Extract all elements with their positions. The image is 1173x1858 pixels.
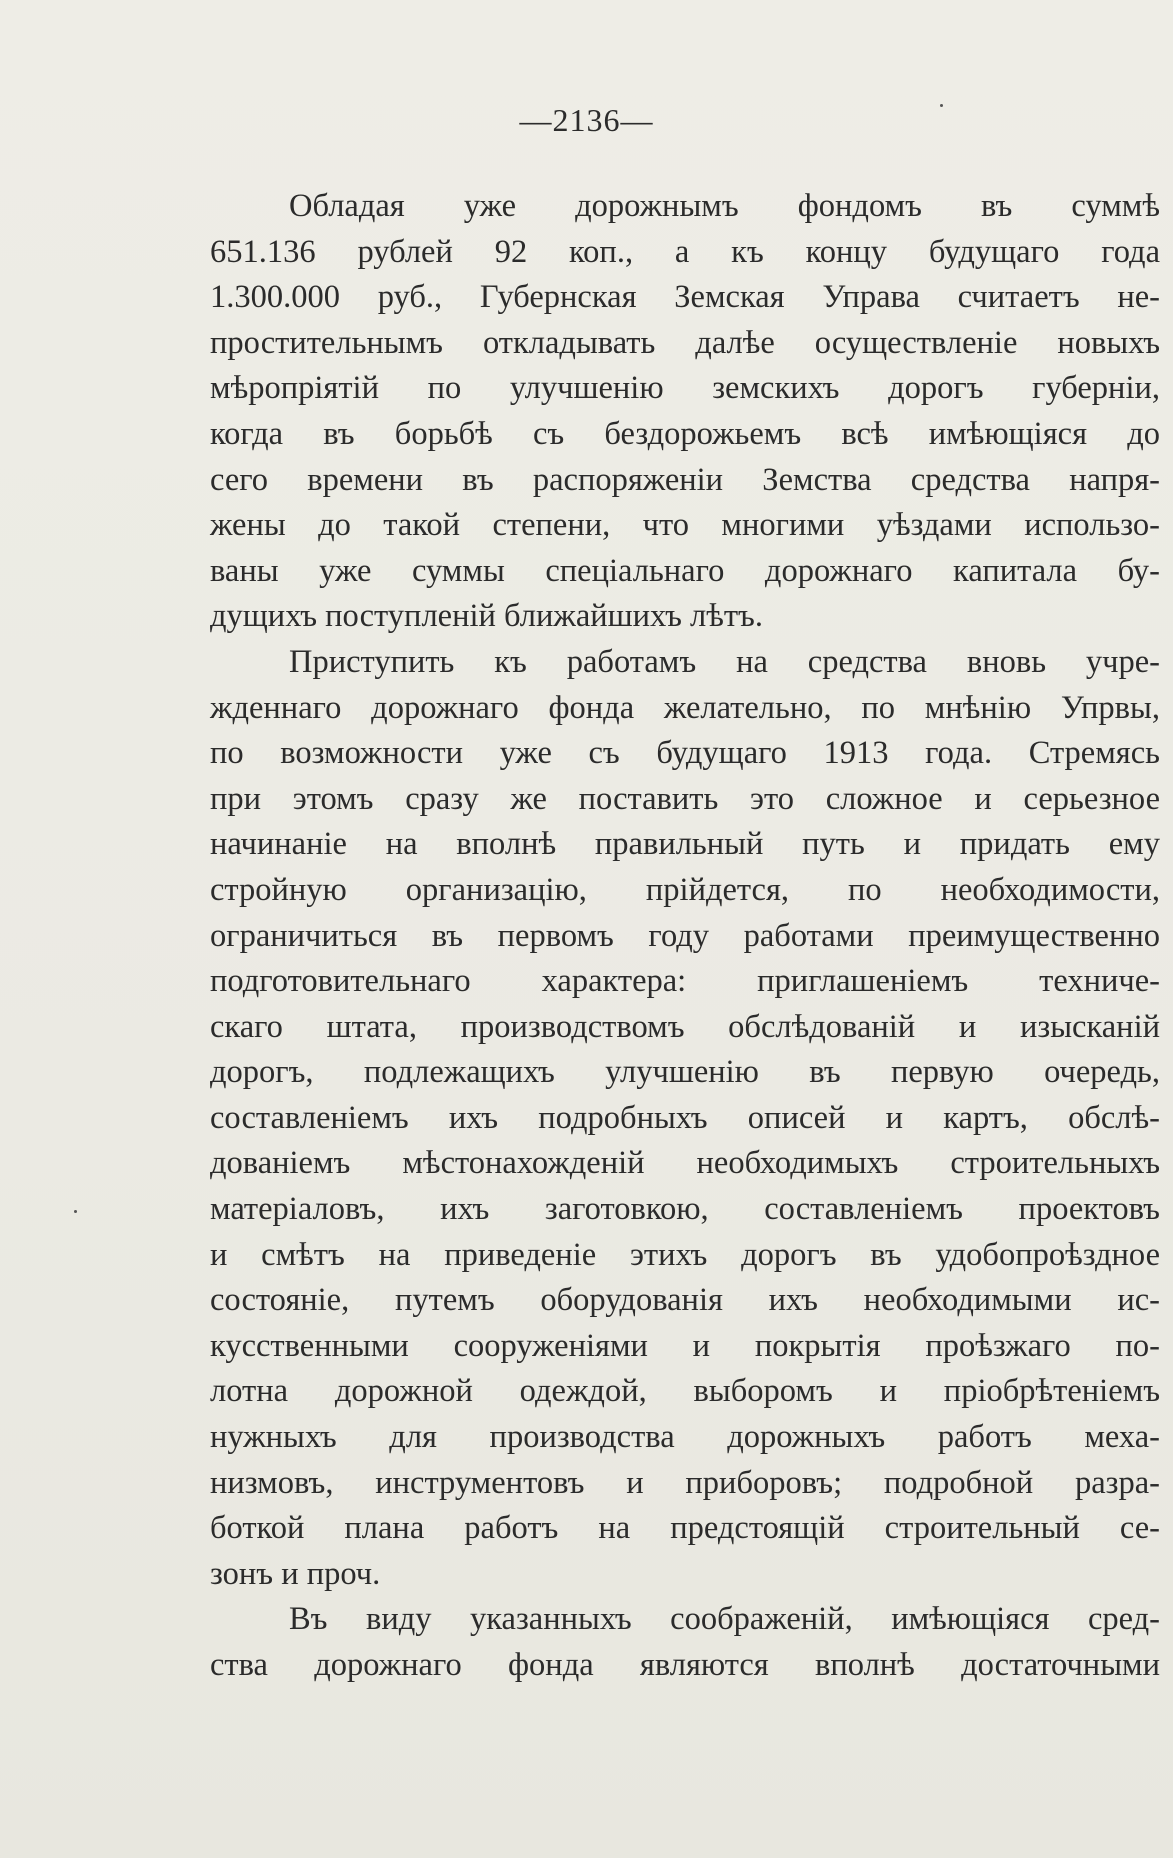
text-line: по возможности уже съ будущаго 1913 года. Стремясь — [210, 735, 1160, 772]
text-line: ваны уже суммы спеціальнаго дорожнаго капитала бу- — [210, 552, 1160, 589]
text-line: дущихъ поступленій ближайшихъ лѣтъ. — [210, 598, 763, 635]
text-line: 1.300.000 руб., Губернская Земская Управа считаетъ не- — [210, 279, 1160, 316]
page-number: —2136— — [519, 102, 654, 138]
text-line: мѣропріятій по улучшенію земскихъ дорогъ губерніи, — [210, 370, 1160, 407]
text-line: простительнымъ откладывать далѣе осуществленіе новыхъ — [210, 324, 1160, 361]
body-text — [210, 184, 1160, 1689]
text-line: состояніе, путемъ оборудованія ихъ необходимыми ис- — [210, 1282, 1160, 1319]
text-line: Обладая уже дорожнымъ фондомъ въ суммѣ — [289, 188, 1160, 224]
text-line: 651.136 рублей 92 коп., а къ концу будущаго года — [210, 233, 1160, 270]
paragraph-3 — [210, 1597, 1160, 1688]
text-line: Приступить къ работамъ на средства вновь учре- — [289, 643, 1160, 680]
text-line: ства дорожнаго фонда являются вполнѣ достаточными — [210, 1647, 1160, 1683]
print-speck — [940, 104, 943, 107]
text-line: зонъ и проч. — [210, 1555, 381, 1592]
text-line: кусственными сооруженіями и покрытія проѣзжаго по- — [210, 1327, 1160, 1364]
text-line: матеріаловъ, ихъ заготовкою, составленіемъ проектовъ — [210, 1191, 1160, 1228]
text-line: стройную организацію, прійдется, по необходимости, — [210, 871, 1160, 908]
paragraph-1 — [210, 184, 1160, 640]
text-line: начинаніе на вполнѣ правильный путь и придать ему — [210, 826, 1160, 863]
print-speck — [74, 1210, 77, 1213]
text-line: подготовительнаго характера: приглашеніемъ техниче- — [210, 963, 1160, 1000]
text-line: жены до такой степени, что многими уѣздами использо- — [210, 507, 1160, 544]
text-line: дорогъ, подлежащихъ улучшенію въ первую очередь, — [210, 1054, 1160, 1091]
text-line: жденнаго дорожнаго фонда желательно, по мнѣнію Упрвы, — [210, 689, 1160, 726]
text-line: при этомъ сразу же поставить это сложное и серьезное — [210, 780, 1160, 817]
text-line: и смѣтъ на приведеніе этихъ дорогъ въ удобопроѣздное — [210, 1236, 1160, 1273]
paragraph-2 — [210, 640, 1160, 1597]
text-line: лотна дорожной одеждой, выборомъ и пріобрѣтеніемъ — [210, 1373, 1160, 1410]
text-line: низмовъ, инструментовъ и приборовъ; подробной разра- — [210, 1464, 1160, 1501]
text-line: составленіемъ ихъ подробныхъ описей и картъ, обслѣ- — [210, 1099, 1160, 1136]
text-line: боткой плана работъ на предстоящій строительный се- — [210, 1510, 1160, 1547]
text-line: когда въ борьбѣ съ бездорожьемъ всѣ имѣющіяся до — [210, 415, 1160, 452]
text-line: нужныхъ для производства дорожныхъ работъ меха- — [210, 1419, 1160, 1456]
text-line: дованіемъ мѣстонахожденій необходимыхъ строительныхъ — [210, 1145, 1160, 1182]
text-line: ограничиться въ первомъ году работами преимущественно — [210, 917, 1160, 954]
text-line: Въ виду указанныхъ соображеній, имѣющіяся сред- — [289, 1601, 1160, 1638]
text-line: сего времени въ распоряженіи Земства средства напря- — [210, 461, 1160, 498]
text-line: скаго штата, производствомъ обслѣдованій и изысканій — [210, 1008, 1160, 1045]
